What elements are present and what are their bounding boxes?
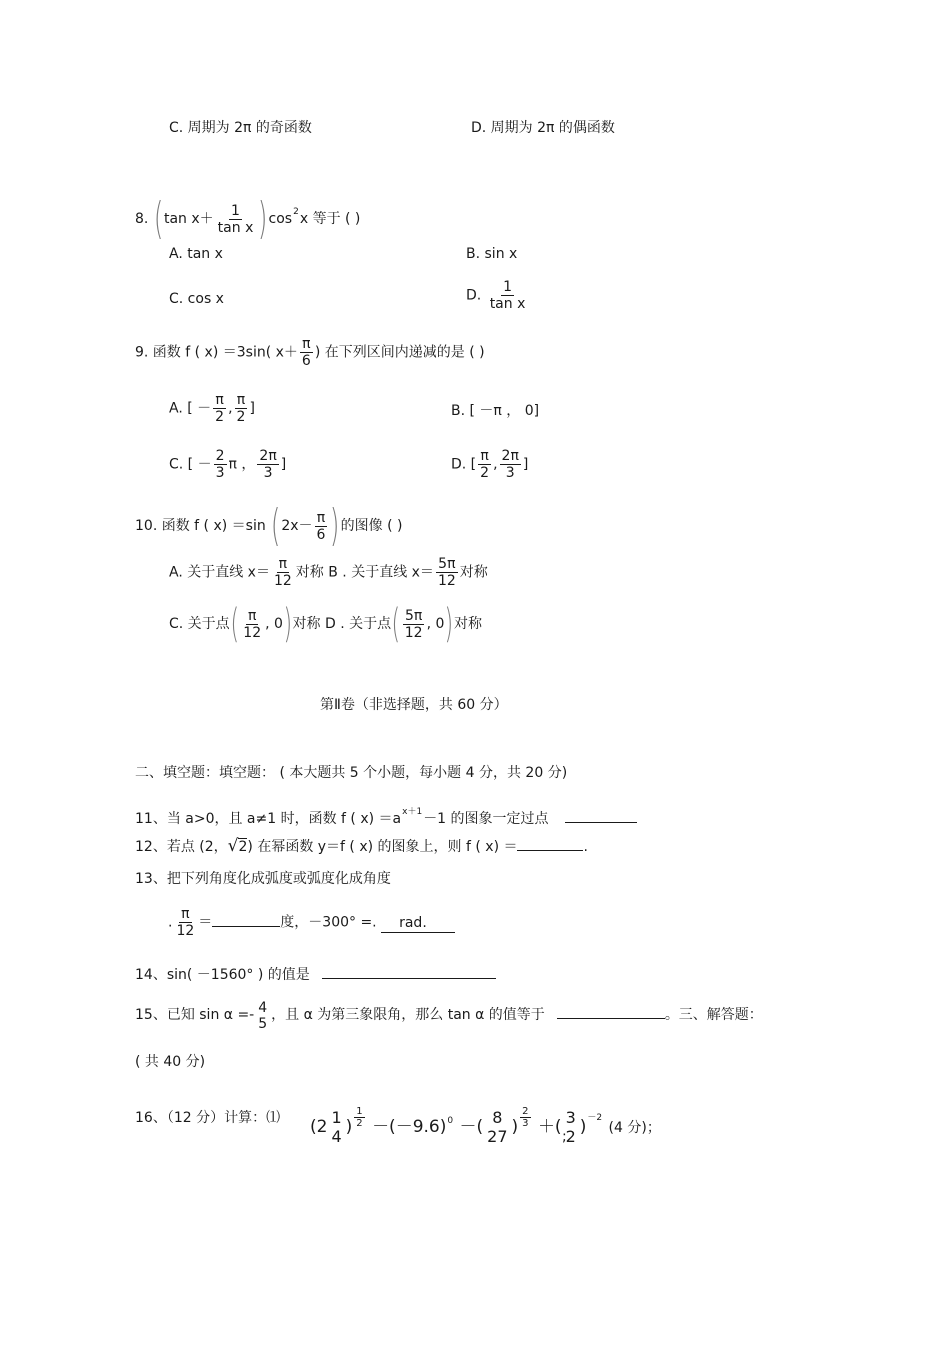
option-text: ] <box>522 456 529 473</box>
fraction <box>214 448 227 481</box>
q9-option-b: B. [ －π ， 0] <box>451 403 540 419</box>
numerator: 1 <box>503 279 512 295</box>
option-text: π ， <box>228 456 256 473</box>
option-text: 对称 <box>454 616 482 632</box>
expr-term: ) <box>345 1117 353 1137</box>
denominator: 2 <box>356 1118 363 1129</box>
denominator: 12 <box>243 624 262 641</box>
option-text: C. 关于点 <box>169 616 230 632</box>
fraction <box>235 392 248 425</box>
q16-semicolon: ; <box>562 1129 567 1145</box>
fraction <box>272 556 294 589</box>
numerator: 5π <box>404 607 423 624</box>
fraction <box>257 448 278 481</box>
numerator: π <box>247 607 257 624</box>
exponent: －2 <box>587 1113 603 1123</box>
radicand: 2 <box>238 839 248 855</box>
question-9 <box>135 336 485 369</box>
q8-cos: cos <box>268 211 293 227</box>
q9-option-d <box>451 448 528 481</box>
denominator: 2 <box>236 409 246 425</box>
q11-text: －1 的图象一定过点 <box>423 811 549 827</box>
option-text: A. 关于直线 x＝ <box>169 564 270 581</box>
fraction <box>500 448 521 481</box>
q8-text: x 等于 ( ) <box>299 211 361 227</box>
denominator: 3 <box>505 465 515 481</box>
q10-options-cd <box>169 601 482 647</box>
numerator: 2 <box>215 448 225 464</box>
denominator: 6 <box>301 353 311 369</box>
denominator: 2 <box>565 1127 576 1146</box>
left-paren: ( <box>153 193 164 244</box>
q8-text: tan x＋ <box>163 211 214 227</box>
option-text: , <box>228 400 233 417</box>
question-16-label: 16、（12 分）计算：⑴ <box>135 1110 281 1126</box>
numerator: 1 <box>356 1106 363 1117</box>
denominator: 12 <box>437 573 456 589</box>
option-text: ] <box>280 456 287 473</box>
option-text: ] <box>249 400 255 417</box>
expr-term: －(－9.6) <box>372 1117 447 1137</box>
denominator: 3 <box>263 465 273 481</box>
q9-option-c <box>169 448 286 481</box>
numerator: π <box>181 906 190 922</box>
numerator: 2π <box>259 448 277 464</box>
q16-expression <box>310 1090 661 1156</box>
fraction-exponent <box>520 1106 530 1129</box>
question-14 <box>135 966 496 984</box>
question-10 <box>135 500 403 551</box>
denominator: tan x <box>217 219 254 236</box>
q7-option-d: D. 周期为 2π 的偶函数 <box>471 120 615 136</box>
numerator: 1 <box>331 1108 342 1127</box>
answer-blank[interactable] <box>212 926 280 927</box>
right-paren: ) <box>444 601 454 647</box>
left-paren: ( <box>271 500 281 551</box>
q15-text: ，且 α 为第三象限角，那么 tan α 的值等于 <box>271 1007 545 1023</box>
section-2-heading: 第Ⅱ卷（非选择题，共 60 分） <box>320 697 508 713</box>
fraction <box>241 608 263 641</box>
q9-text: 9. 函数 f ( x) ＝3sin( x＋ <box>135 344 298 361</box>
fraction <box>315 510 328 543</box>
q8-option-b: B. sin x <box>466 246 518 262</box>
sqrt-icon: √ <box>227 836 239 856</box>
q15-text: 。三、解答题： <box>664 1007 763 1023</box>
fraction <box>478 448 491 481</box>
q11-text: 11、当 a>0，且 a≠1 时，函数 f ( x) ＝a <box>135 811 402 827</box>
numerator: 2 <box>522 1106 529 1117</box>
fraction <box>300 336 313 369</box>
fraction <box>174 906 196 939</box>
q12-text: ) 在幂函数 y＝f ( x) 的图象上，则 f ( x) ＝ <box>247 839 518 855</box>
exponent: 0 <box>447 1116 454 1126</box>
q9-option-a <box>169 392 255 425</box>
q8-option-c: C. cos x <box>169 291 224 307</box>
expr-term: (2 <box>310 1117 328 1137</box>
question-8 <box>135 190 361 244</box>
option-text: A. [ － <box>169 400 212 417</box>
denominator: 5 <box>258 1016 268 1032</box>
fraction <box>485 1108 509 1146</box>
answer-blank[interactable] <box>517 850 583 851</box>
numerator: 3 <box>565 1108 576 1127</box>
fraction-exponent <box>354 1106 364 1129</box>
q13-subparts <box>168 906 455 939</box>
q13-text: 度，－300° =. <box>280 914 382 931</box>
fraction <box>329 1108 343 1146</box>
question-15 <box>135 998 763 1032</box>
numerator: π <box>302 336 311 352</box>
option-text: C. [ － <box>169 456 212 473</box>
right-paren: ) <box>283 601 293 647</box>
left-paren: ( <box>391 601 401 647</box>
denominator: 2 <box>215 409 225 425</box>
numerator: π <box>278 556 288 572</box>
option-text: 对称 B . 关于直线 x＝ <box>295 564 434 581</box>
fraction <box>403 608 425 641</box>
numerator: 1 <box>231 202 240 219</box>
q10-text: 的图像 ( ) <box>340 518 403 534</box>
q14-text: 14、sin( －1560° ) 的值是 <box>135 967 310 983</box>
answer-blank[interactable] <box>565 822 637 823</box>
numerator: π <box>316 509 326 526</box>
solve-section-score: ( 共 40 分) <box>135 1054 206 1070</box>
denominator: 12 <box>273 573 292 589</box>
question-13: 13、把下列角度化成弧度或弧度化成角度 <box>135 871 391 887</box>
denominator: 4 <box>331 1127 342 1146</box>
denominator: 2 <box>480 465 490 481</box>
numerator: π <box>215 392 224 408</box>
option-text: 对称 <box>459 564 488 581</box>
numerator: 8 <box>492 1108 503 1127</box>
answer-blank[interactable] <box>557 1018 665 1019</box>
q10-options-ab <box>169 556 488 589</box>
denominator: 12 <box>404 624 423 641</box>
fraction <box>216 203 256 236</box>
denominator: 27 <box>487 1127 508 1146</box>
question-11 <box>135 803 637 828</box>
fraction <box>256 1000 269 1032</box>
q13-answer: rad. <box>381 914 455 933</box>
question-number: 8. <box>135 211 149 227</box>
option-text: 对称 D . 关于点 <box>292 616 392 632</box>
q12-text: 12、若点 (2， <box>135 839 228 855</box>
option-text: , 0 <box>426 616 445 632</box>
q10-text: 10. 函数 f ( x) ＝sin <box>135 518 266 534</box>
option-text: , 0 <box>265 616 283 632</box>
q9-text: ) 在下列区间内递减的是 ( ) <box>314 344 485 361</box>
q7-option-c: C. 周期为 2π 的奇函数 <box>169 120 312 136</box>
q8-option-a: A. tan x <box>169 246 223 262</box>
denominator: 3 <box>522 1118 529 1129</box>
right-paren: ) <box>258 193 268 244</box>
right-paren: ) <box>330 500 340 551</box>
numerator: 4 <box>258 1000 268 1016</box>
denominator: tan x <box>489 296 526 312</box>
q13-text: ＝ <box>198 914 213 931</box>
option-text: , <box>493 456 498 473</box>
q8-option-d <box>466 279 529 312</box>
q15-text: 15、已知 sin α =- <box>135 1007 255 1023</box>
numerator: π <box>480 448 489 464</box>
fraction <box>213 392 226 425</box>
fill-in-heading: 二、填空题：填空题： ( 本大题共 5 个小题，每小题 4 分，共 20 分) <box>135 765 568 781</box>
exponent: x＋1 <box>402 807 423 817</box>
denominator: 3 <box>215 465 225 481</box>
exponent: 2 <box>293 207 299 217</box>
question-12 <box>135 837 588 856</box>
numerator: 5π <box>438 556 456 572</box>
left-paren: ( <box>230 601 239 647</box>
expr-term: ＋( <box>537 1117 562 1137</box>
fraction <box>436 556 458 589</box>
numerator: π <box>236 392 246 408</box>
fraction <box>488 279 528 312</box>
q13-text: . <box>168 914 173 931</box>
answer-blank[interactable] <box>322 978 496 979</box>
denominator: 12 <box>176 923 195 939</box>
expr-term: ) <box>511 1117 519 1137</box>
option-text: D. [ <box>451 456 477 473</box>
numerator: 2π <box>501 448 519 464</box>
expr-term: ) <box>579 1117 587 1137</box>
q12-text: . <box>583 839 588 855</box>
q10-text: 2x－ <box>281 518 313 534</box>
expr-term: －( <box>459 1117 484 1137</box>
denominator: 6 <box>316 526 326 543</box>
option-label: D. <box>466 287 482 304</box>
score-note: (4 分)； <box>608 1120 661 1136</box>
